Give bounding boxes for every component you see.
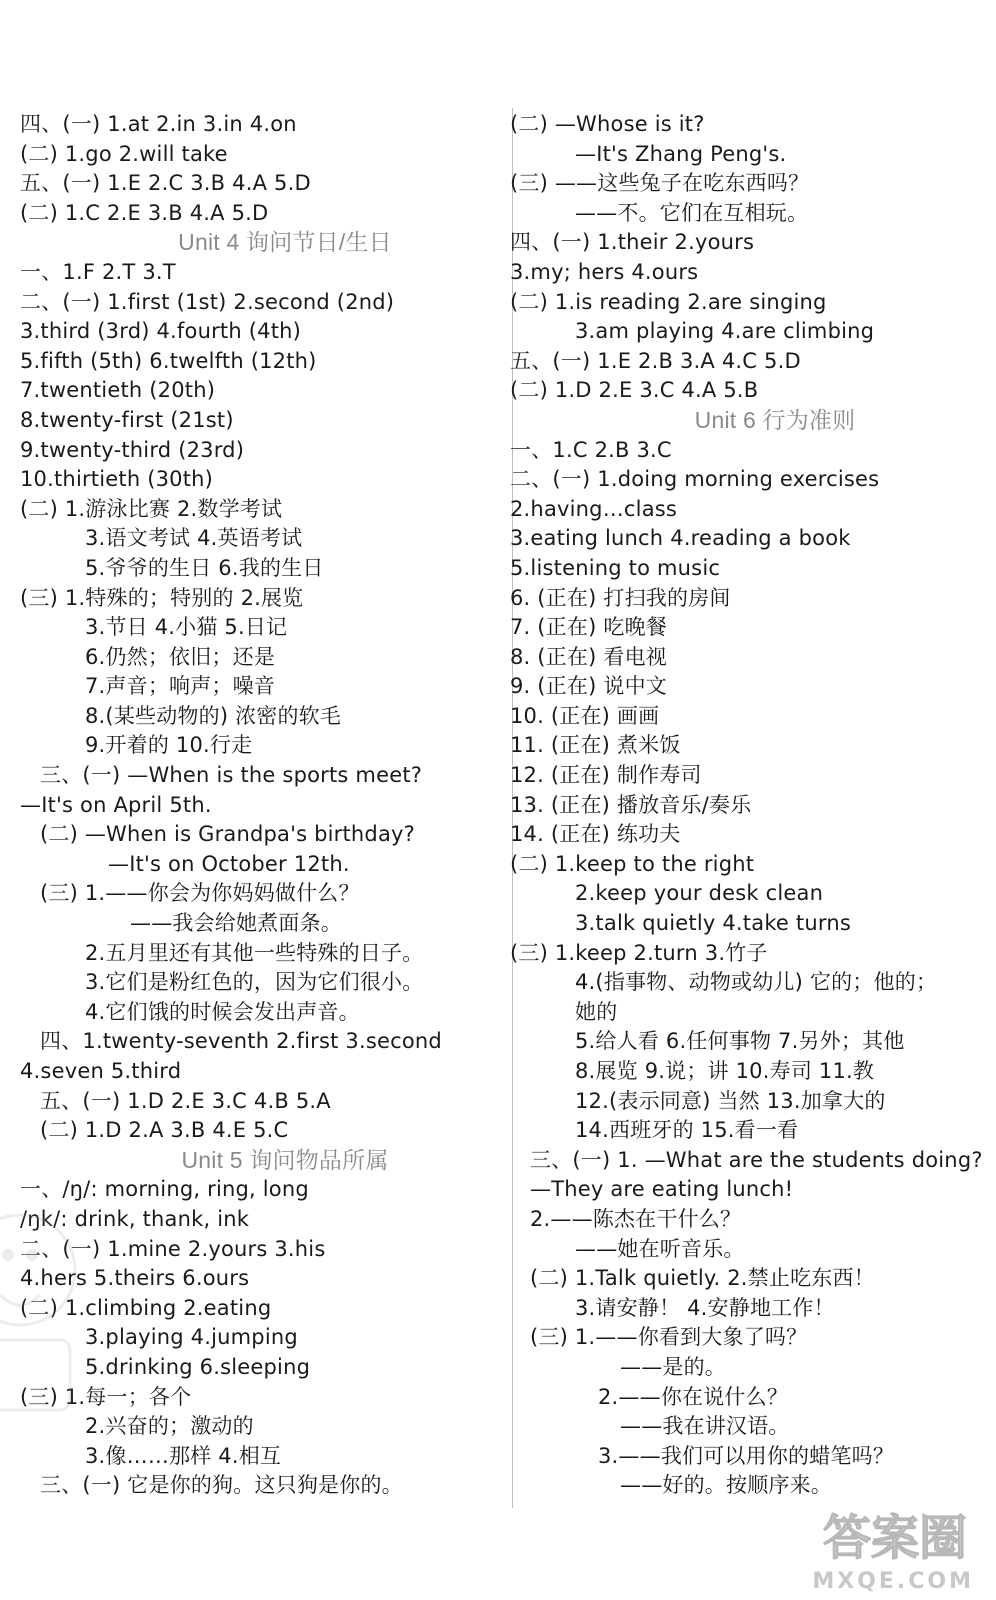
answer-line: 8.(某些动物的) 浓密的软毛 bbox=[85, 703, 342, 728]
answer-line: (二) 1.C 2.E 3.B 4.A 5.D bbox=[20, 200, 269, 225]
answer-line: 四、(一) 1.at 2.in 3.in 4.on bbox=[20, 112, 297, 136]
answer-line: (三) ——这些兔子在吃东西吗？ bbox=[510, 171, 810, 196]
answer-line: ——不。它们在互相玩。 bbox=[575, 200, 809, 225]
answer-line: (二) 1.Talk quietly. 2.禁止吃东西！ bbox=[530, 1266, 875, 1291]
answer-line: (二) 1.go 2.will take bbox=[20, 141, 228, 166]
answer-line: 7. (正在) 吃晚餐 bbox=[510, 615, 667, 640]
answer-line: 5.drinking 6.sleeping bbox=[85, 1354, 311, 1379]
answer-line: 11. (正在) 煮米饭 bbox=[510, 733, 681, 758]
answer-line: ——我在讲汉语。 bbox=[620, 1414, 790, 1439]
answer-line: 12.(表示同意) 当然 13.加拿大的 bbox=[575, 1088, 886, 1113]
answer-line: 8.twenty-first (21st) bbox=[20, 407, 234, 432]
unit-heading: Unit 5 询问物品所属 bbox=[181, 1146, 389, 1173]
answer-line: 9. (正在) 说中文 bbox=[510, 674, 667, 699]
answer-line: 五、(一) 1.E 2.C 3.B 4.A 5.D bbox=[20, 171, 311, 196]
answer-line: 2.keep your desk clean bbox=[575, 881, 824, 906]
answer-line: 12. (正在) 制作寿司 bbox=[510, 763, 702, 788]
answer-line: 9.twenty-third (23rd) bbox=[20, 437, 245, 462]
answer-line: 3.third (3rd) 4.fourth (4th) bbox=[20, 319, 302, 344]
answer-line: (三) 1.——你会为你妈妈做什么？ bbox=[40, 881, 360, 906]
answer-line: /ŋk/: drink, thank, ink bbox=[20, 1206, 250, 1231]
answer-line: ——好的。按顺序来。 bbox=[620, 1473, 832, 1498]
answer-line: 7.声音；响声；噪音 bbox=[85, 674, 276, 699]
answer-line: (三) 1.特殊的；特别的 2.展览 bbox=[20, 585, 304, 610]
answer-line: 4.(指事物、动物或幼儿) 它的；他的； bbox=[575, 970, 938, 995]
answer-line: 8. (正在) 看电视 bbox=[510, 644, 667, 669]
answer-line: 7.twentieth (20th) bbox=[20, 378, 216, 403]
answer-line: (二) —When is Grandpa's birthday? bbox=[40, 822, 416, 847]
answer-line: 8.展览 9.说；讲 10.寿司 11.教 bbox=[575, 1059, 875, 1083]
answer-line: 6. (正在) 打扫我的房间 bbox=[510, 585, 731, 610]
answer-line: (二) 1.climbing 2.eating bbox=[20, 1295, 272, 1320]
answer-line: 9.开着的 10.行走 bbox=[85, 733, 253, 758]
answer-line: (三) 1.keep 2.turn 3.竹子 bbox=[510, 940, 768, 965]
answer-line: —They are eating lunch! bbox=[530, 1177, 794, 1202]
answer-line: 3.eating lunch 4.reading a book bbox=[510, 526, 851, 551]
answer-line: ——她在听音乐。 bbox=[575, 1236, 745, 1261]
answer-line: 3.playing 4.jumping bbox=[85, 1325, 298, 1350]
answer-line: 5.fifth (5th) 6.twelfth (12th) bbox=[20, 348, 317, 373]
answer-line: 6.仍然；依旧；还是 bbox=[85, 644, 276, 669]
answer-line: 5.给人看 6.任何事物 7.另外；其他 bbox=[575, 1029, 905, 1054]
answer-line: 3.它们是粉红色的，因为它们很小。 bbox=[85, 970, 424, 995]
answer-line: 4.hers 5.theirs 6.ours bbox=[20, 1266, 250, 1291]
answer-line: 四、(一) 1.their 2.yours bbox=[510, 230, 755, 255]
answer-line: (二) 1.keep to the right bbox=[510, 851, 755, 876]
answer-line: 一、1.C 2.B 3.C bbox=[510, 437, 672, 462]
answer-line: 2.having…class bbox=[510, 496, 678, 521]
answer-line: 四、1.twenty-seventh 2.first 3.second bbox=[40, 1029, 442, 1054]
faint-watermark-icon bbox=[0, 1200, 100, 1420]
answer-line: —It's on April 5th. bbox=[20, 792, 212, 817]
answer-line: 13. (正在) 播放音乐/奏乐 bbox=[510, 792, 752, 817]
answer-line: (二) 1.D 2.E 3.C 4.A 5.B bbox=[510, 378, 759, 403]
answer-line: 5.listening to music bbox=[510, 555, 721, 580]
answer-line: 3.am playing 4.are climbing bbox=[575, 319, 875, 344]
answer-line: 4.seven 5.third bbox=[20, 1059, 182, 1083]
answer-line: 三、(一) 它是你的狗。这只狗是你的。 bbox=[40, 1473, 403, 1498]
answer-line: 2.五月里还有其他一些特殊的日子。 bbox=[85, 940, 424, 965]
answer-line: 2.兴奋的；激动的 bbox=[85, 1414, 254, 1439]
answer-line: 10.thirtieth (30th) bbox=[20, 467, 214, 492]
answer-line: 3.语文考试 4.英语考试 bbox=[85, 526, 303, 551]
answer-line: —It's on October 12th. bbox=[108, 851, 350, 876]
answer-line: 3.节日 4.小猫 5.日记 bbox=[85, 615, 288, 640]
answer-line: 三、(一) —When is the sports meet? bbox=[40, 763, 423, 788]
answer-line: 一、1.F 2.T 3.T bbox=[20, 259, 176, 284]
answer-line: 3.talk quietly 4.take turns bbox=[575, 911, 851, 936]
svg-text:答案圈: 答案圈 bbox=[822, 1510, 968, 1566]
answer-line: 2.——陈杰在干什么？ bbox=[530, 1206, 742, 1231]
answer-line: 二、(一) 1.first (1st) 2.second (2nd) bbox=[20, 289, 395, 314]
answer-line: 3.请安静！ 4.安静地工作！ bbox=[575, 1295, 835, 1320]
answer-line: (三) 1.每一；各个 bbox=[20, 1384, 192, 1409]
unit-heading: Unit 4 询问节日/生日 bbox=[178, 229, 392, 256]
answer-line: 14.西班牙的 15.看一看 bbox=[575, 1118, 799, 1143]
answer-line: 五、(一) 1.D 2.E 3.C 4.B 5.A bbox=[40, 1088, 331, 1113]
right-column bbox=[510, 110, 983, 1501]
answer-line: (二) —Whose is it? bbox=[510, 112, 705, 136]
answer-line: (三) 1.——你看到大象了吗？ bbox=[530, 1325, 808, 1350]
answer-line: (二) 1.游泳比赛 2.数学考试 bbox=[20, 496, 283, 521]
answer-line: 3.my; hers 4.ours bbox=[510, 259, 699, 284]
answer-line: (二) 1.D 2.A 3.B 4.E 5.C bbox=[40, 1118, 289, 1143]
answer-line: ——我会给她煮面条。 bbox=[130, 911, 342, 936]
answer-line: 14. (正在) 练功夫 bbox=[510, 822, 681, 847]
answer-line: 4.它们饿的时候会发出声音。 bbox=[85, 999, 360, 1024]
answer-line: ——是的。 bbox=[620, 1354, 726, 1379]
answer-line: 5.爷爷的生日 6.我的生日 bbox=[85, 555, 324, 580]
answer-line: 二、(一) 1.mine 2.yours 3.his bbox=[20, 1236, 326, 1261]
answer-line: 三、(一) 1. —What are the students doing? bbox=[530, 1147, 983, 1172]
answer-line: 她的 bbox=[575, 999, 618, 1024]
answer-line: 2.——你在说什么？ bbox=[598, 1384, 789, 1409]
answer-line: 五、(一) 1.E 2.B 3.A 4.C 5.D bbox=[510, 348, 801, 373]
watermark-logo bbox=[813, 1498, 978, 1572]
answer-line: —It's Zhang Peng's. bbox=[575, 141, 787, 166]
answer-line: 3.像……那样 4.相互 bbox=[85, 1443, 282, 1468]
unit-heading: Unit 6 行为准则 bbox=[694, 406, 856, 433]
watermark-url: MXQE.COM bbox=[812, 1569, 974, 1594]
answer-line: 10. (正在) 画画 bbox=[510, 703, 660, 728]
answer-line: (二) 1.is reading 2.are singing bbox=[510, 289, 827, 314]
answer-line: 二、(一) 1.doing morning exercises bbox=[510, 467, 880, 492]
answer-line: 3.——我们可以用你的蜡笔吗？ bbox=[598, 1443, 895, 1468]
answer-line: 一、/ŋ/: morning, ring, long bbox=[20, 1177, 309, 1202]
